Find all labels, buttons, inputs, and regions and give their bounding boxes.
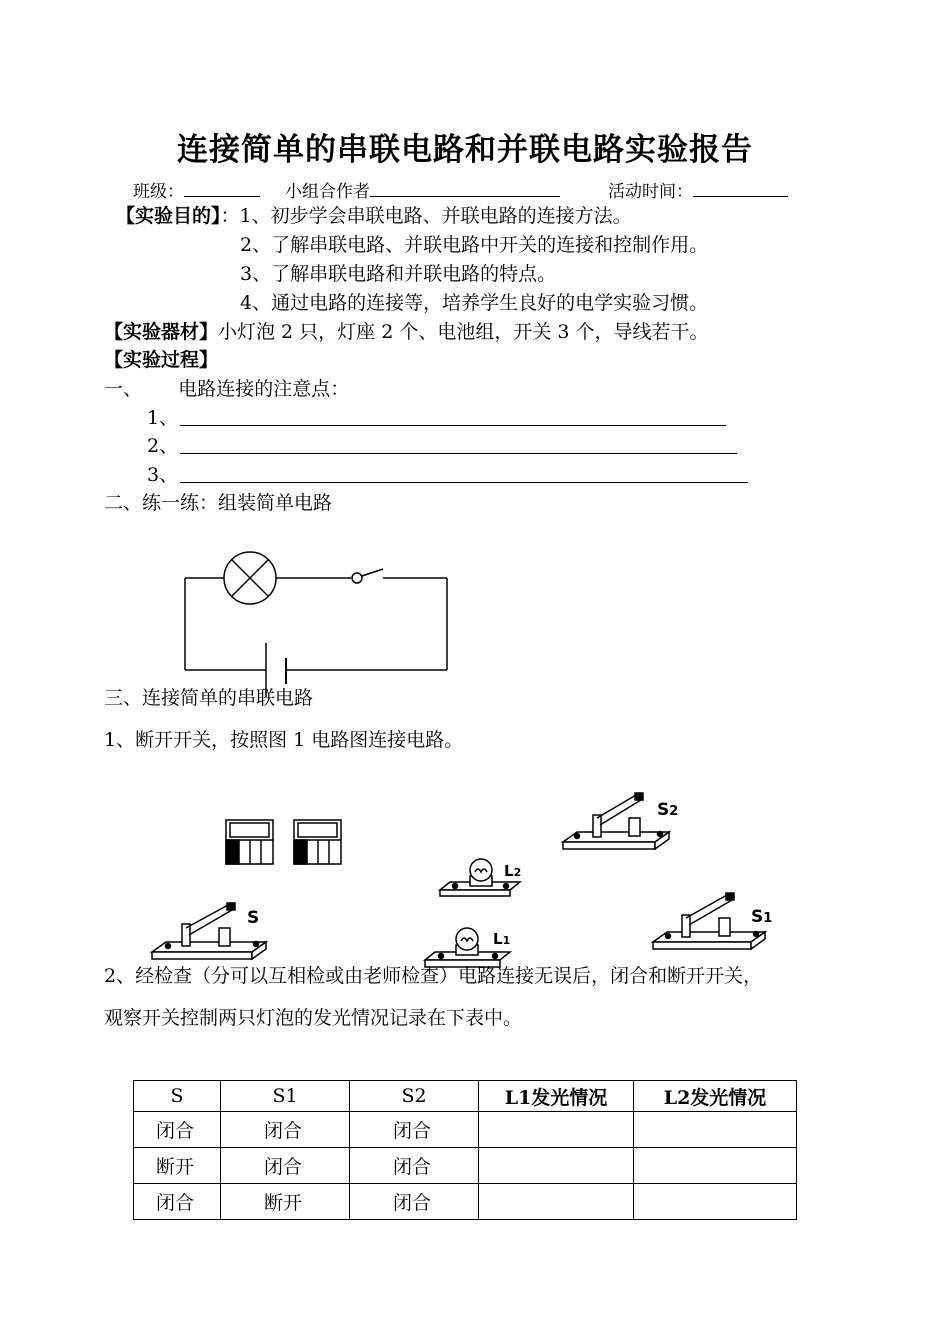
label-s2-main: S: [657, 800, 670, 820]
label-l1-main: L: [493, 930, 503, 948]
cell-l1[interactable]: [479, 1148, 634, 1184]
cell-l1[interactable]: [479, 1112, 634, 1148]
section-1-title: 一、 电路连接的注意点：: [104, 378, 350, 400]
cell-l2[interactable]: [634, 1184, 797, 1220]
header-s1: S1: [221, 1081, 350, 1112]
equipment-text: 小灯泡 2 只，灯座 2 个、电池组，开关 3 个，导线若干。: [218, 321, 709, 343]
cell-s2: 闭合: [350, 1148, 479, 1184]
section-3-title: 三、连接简单的串联电路: [104, 687, 314, 709]
table-row: [134, 1184, 797, 1220]
label-l2-main: L: [504, 862, 514, 880]
cell-l2[interactable]: [634, 1148, 797, 1184]
purpose-item-1: ：1、初步学会串联电路、并联电路的连接方法。: [220, 205, 632, 227]
label-s2: [657, 800, 678, 820]
purpose-item-4: 4、通过电路的连接等，培养学生良好的电学实验习惯。: [240, 292, 709, 314]
step-1-text: 1、断开开关，按照图 1 电路图连接电路。: [104, 729, 464, 751]
cell-l1[interactable]: [479, 1184, 634, 1220]
results-table: [133, 1080, 797, 1220]
cell-s: 闭合: [134, 1184, 221, 1220]
label-s1-sub: 1: [763, 911, 773, 926]
label-s1-main: S: [751, 907, 764, 927]
blank-item-3-label: 3、: [147, 464, 179, 486]
time-label-text: 活动时间：: [608, 182, 693, 202]
class-label-text: 班级：: [133, 182, 184, 202]
battery-right: [294, 820, 341, 864]
header-s: S: [134, 1081, 221, 1112]
table-row: [134, 1148, 797, 1184]
label-l2-sub: 2: [513, 866, 522, 879]
purpose-item-3: 3、了解串联电路和并联电路的特点。: [240, 263, 557, 285]
battery-left: [226, 820, 273, 864]
label-l1-sub: 1: [502, 934, 511, 947]
blank-item-1-label: 1、: [147, 407, 179, 429]
cell-s2: 闭合: [350, 1184, 479, 1220]
cell-s: 闭合: [134, 1112, 221, 1148]
group-label-text: 小组合作者: [285, 182, 370, 202]
process-heading: 【实验过程】: [104, 349, 219, 371]
purpose-heading: 【实验目的】: [116, 205, 221, 227]
blank-item-2-label: 2、: [147, 435, 179, 457]
header-s2: S2: [350, 1081, 479, 1112]
cell-s1: 断开: [221, 1184, 350, 1220]
cell-s: 断开: [134, 1148, 221, 1184]
cell-s2: 闭合: [350, 1112, 479, 1148]
label-s2-sub: 2: [669, 804, 679, 819]
cell-s1: 闭合: [221, 1148, 350, 1184]
section-2-title: 二、练一练：组装简单电路: [104, 492, 333, 514]
equipment-heading: 【实验器材】: [104, 321, 219, 343]
page-title: 连接简单的串联电路和并联电路实验报告: [177, 132, 753, 168]
step-2-line-2: 观察开关控制两只灯泡的发光情况记录在下表中。: [104, 1007, 523, 1029]
label-s1: [751, 907, 772, 927]
purpose-item-2: 2、了解串联电路、并联电路中开关的连接和控制作用。: [240, 234, 709, 256]
table-header-row: [134, 1081, 797, 1112]
label-s: S: [247, 908, 260, 928]
label-l2: [504, 862, 521, 880]
switch-s2: [563, 793, 669, 849]
table-row: [134, 1112, 797, 1148]
cell-l2[interactable]: [634, 1112, 797, 1148]
header-l1: L1发光情况: [479, 1081, 634, 1112]
header-l2: L2发光情况: [634, 1081, 797, 1112]
label-l1: [493, 930, 510, 948]
cell-s1: 闭合: [221, 1112, 350, 1148]
step-2-line-1: 2、经检查（分可以互相检或由老师检查）电路连接无误后，闭合和断开开关，: [104, 965, 763, 987]
switch-s1: [653, 893, 765, 949]
